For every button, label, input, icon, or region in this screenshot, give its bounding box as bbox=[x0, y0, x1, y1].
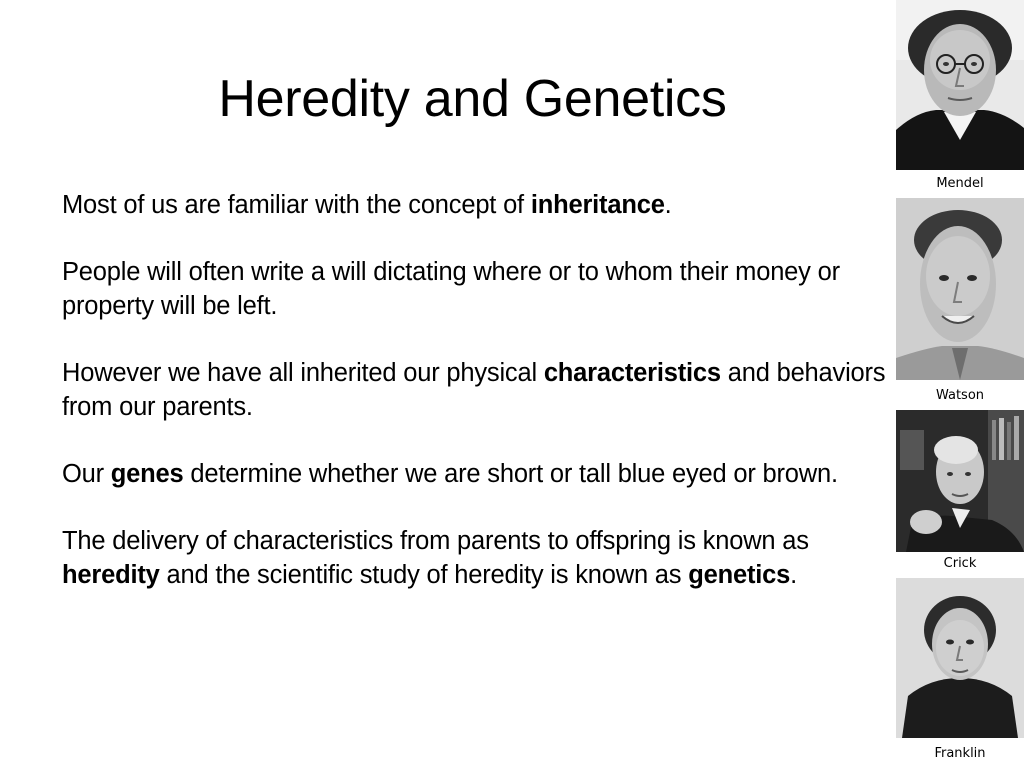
portrait-caption-crick: Crick bbox=[943, 556, 977, 571]
body-text: People will often write a will dictating where or to whom their money or property will be left. bbox=[62, 258, 840, 320]
portrait-mendel-image bbox=[896, 0, 1024, 170]
body-text: . bbox=[790, 561, 797, 589]
body-paragraph bbox=[62, 524, 892, 592]
body-text: . bbox=[664, 191, 672, 219]
body-text: and behaviors from our parents. bbox=[62, 359, 886, 421]
body-text: Our bbox=[62, 460, 111, 488]
body-text: The delivery of characteristics from parents to offspring is known as bbox=[62, 527, 809, 555]
portrait-caption-watson: Watson bbox=[935, 388, 985, 403]
portrait-watson-image bbox=[896, 198, 1024, 380]
key-term: inheritance bbox=[530, 191, 665, 219]
body-paragraph bbox=[62, 457, 892, 491]
key-term: genetics bbox=[688, 561, 791, 589]
body-text: and the scientific study of heredity is known as bbox=[159, 561, 689, 589]
key-term: genes bbox=[110, 460, 184, 488]
portrait-franklin-image bbox=[896, 578, 1024, 738]
body-paragraph bbox=[62, 356, 892, 424]
key-term: heredity bbox=[62, 561, 160, 589]
key-term: characteristics bbox=[543, 359, 721, 387]
body-paragraph bbox=[62, 188, 892, 222]
body-text: However we have all inherited our physical bbox=[62, 359, 544, 387]
portrait-crick-image bbox=[896, 410, 1024, 552]
slide-title: Heredity and Genetics bbox=[218, 70, 727, 128]
body-paragraph bbox=[62, 255, 892, 323]
portrait-caption-franklin: Franklin bbox=[934, 746, 986, 761]
body-text: Most of us are familiar with the concept of bbox=[62, 191, 531, 219]
body-text: determine whether we are short or tall blue eyed or brown. bbox=[183, 460, 838, 488]
portrait-caption-mendel: Mendel bbox=[936, 176, 984, 191]
slide-body bbox=[62, 188, 892, 625]
